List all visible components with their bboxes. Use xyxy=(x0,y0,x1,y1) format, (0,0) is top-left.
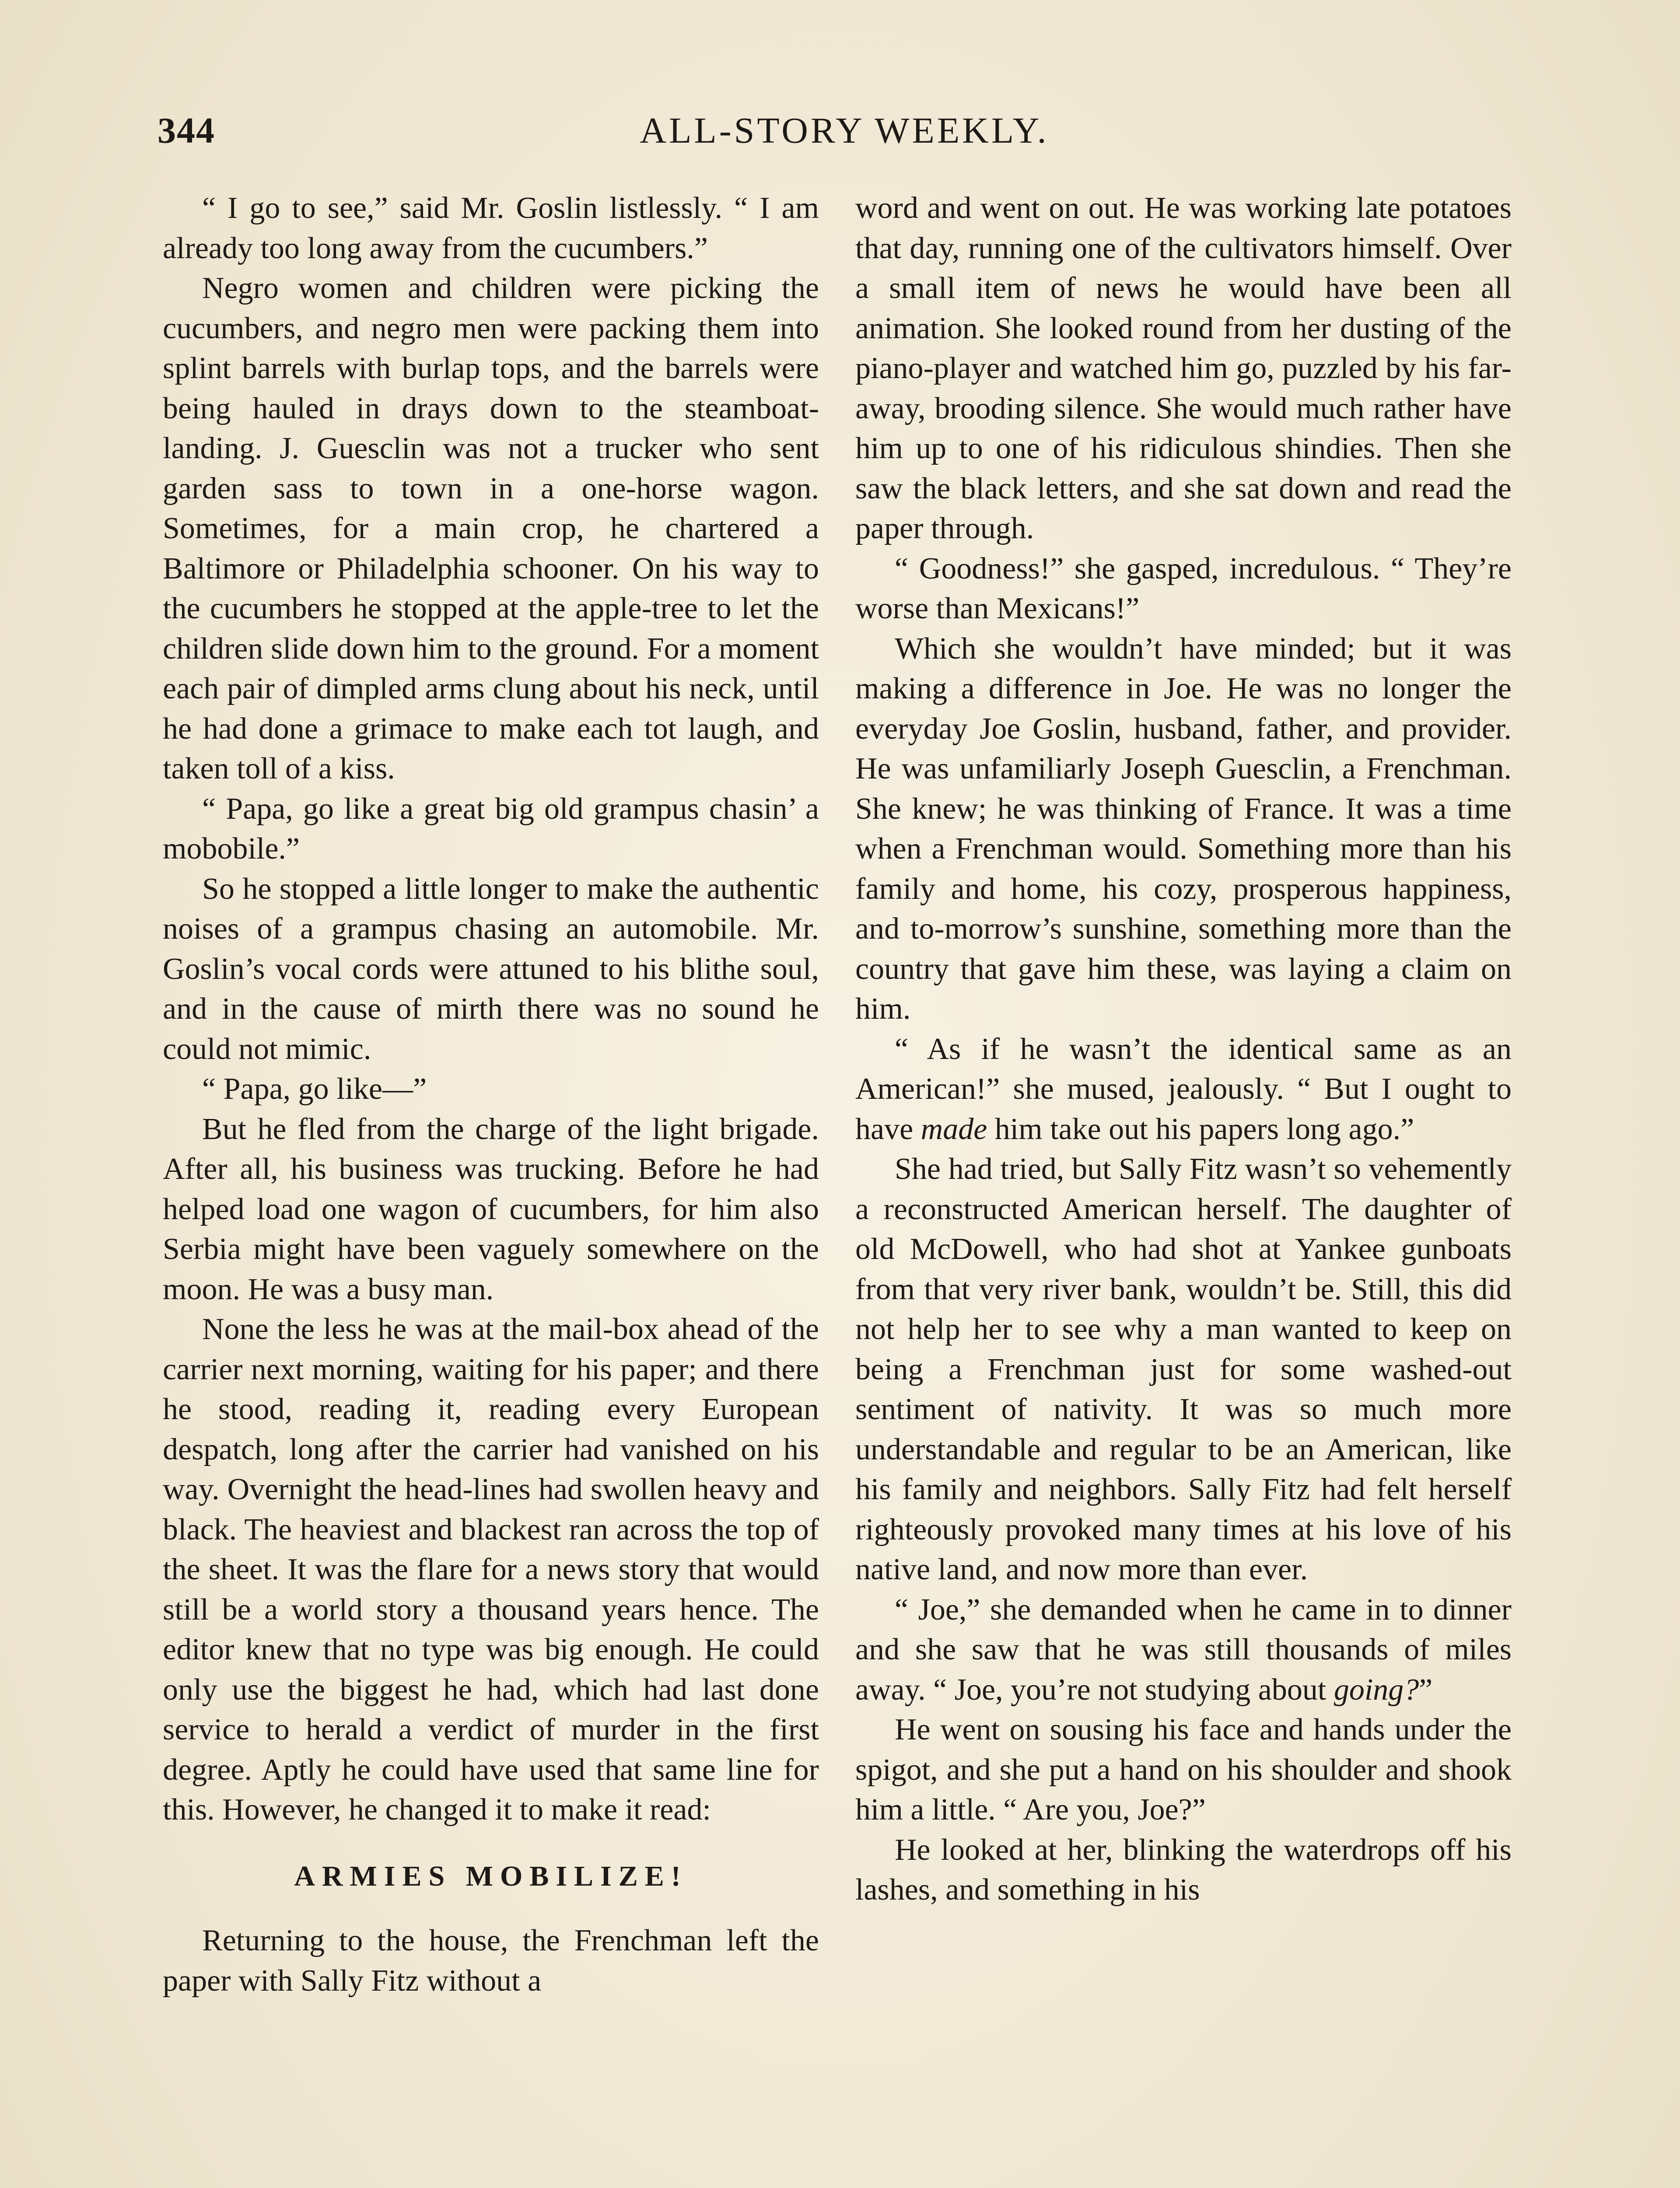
paragraph: “ I go to see,” said Mr. Goslin listlessly. “ I am already too long away from the cucumbers.” xyxy=(163,191,819,265)
paragraph: “ Papa, go like a great big old grampus chasin’ a mobobile.” xyxy=(163,792,819,866)
paragraph: Negro women and children were picking the cucumbers, and negro men were packing them into splint barrels with burlap tops, and the barrels were being hauled in drays down to the steamboat-landing. J. Guesclin was not a trucker who sent garden sass to town in a one-horse wagon. Sometimes, for a main crop, he chartered a Baltimore or Philadelphia schooner. On his way to the cucumbers he stopped at the apple-tree to let the children slide down him to the ground. For a moment each pair of dimpled arms clung about his neck, until he had done a grimace to make each tot laugh, and taken toll of a kiss. xyxy=(163,271,819,785)
text-run: him take out his papers long ago.” xyxy=(987,1112,1414,1146)
paragraph: But he fled from the charge of the light brigade. After all, his business was trucking. Before he had helped load one wagon of cucumbers, for him also Serbia might have been vaguely somewhere on the moon. He was a busy man. xyxy=(163,1112,819,1306)
paragraph: None the less he was at the mail-box ahead of the carrier next morning, waiting for his paper; and there he stood, reading it, reading every European despatch, long after the carrier had vanished on his way. Overnight the head-lines had swollen heavy and black. The heaviest and blackest ran across the top of the sheet. It was the flare for a news story that would still be a world story a thousand years hence. The editor knew that no type was big enough. He could only use the biggest he had, which had last done service to herald a verdict of murder in the first degree. Aptly he could have used that same line for this. However, he changed it to make it read: xyxy=(163,1312,819,1827)
italic-word: going? xyxy=(1334,1673,1419,1707)
text-run: “ Joe,” she demanded when he came in to dinner and she saw that he was still thousands of miles away. “ Joe, you’re not studying about xyxy=(855,1592,1512,1707)
paragraph: He looked at her, blinking the waterdrops off his lashes, and something in his xyxy=(855,1833,1512,1907)
paragraph: He went on sousing his face and hands under the spigot, and she put a hand on his shoulder and shook him a little. “ Are you, Joe?” xyxy=(855,1713,1512,1827)
paragraph xyxy=(855,1029,1512,1150)
paragraph: She had tried, but Sally Fitz wasn’t so vehemently a reconstructed American herself. The daughter of old McDowell, who had shot at Yankee gunboats from that very river bank, wouldn’t be. Still, this did not help her to see why a man wanted to keep on being a Frenchman just for some washed-out sentiment of nativity. It was so much more understandable and regular to be an American, like his family and neighbors. Sally Fitz had felt herself righteously provoked many times at his love of his native land, and now more than ever. xyxy=(855,1152,1512,1586)
left-column xyxy=(163,188,819,2001)
page-number: 344 xyxy=(158,110,215,151)
paragraph xyxy=(855,1590,1512,1710)
newspaper-headline: ARMIES MOBILIZE! xyxy=(294,1860,688,1892)
paragraph: Returning to the house, the Frenchman left the paper with Sally Fitz without a xyxy=(163,1924,819,1998)
paragraph: “ Goodness!” she gasped, incredulous. “ They’re worse than Mexicans!” xyxy=(855,551,1512,625)
paragraph: “ Papa, go like—” xyxy=(202,1072,427,1106)
paragraph: Which she wouldn’t have minded; but it was making a difference in Joe. He was no longer the everyday Joe Goslin, husband, father, and provider. He was unfamiliarly Joseph Guesclin, a Frenchman. She knew; he was thinking of France. It was a time when a Frenchman would. Something more than his family and home, his cozy, prosperous happiness, and to-morrow’s sunshine, something more than the country that gave him these, was laying a claim on him. xyxy=(855,631,1512,1026)
right-column xyxy=(855,188,1512,1910)
text-run: ” xyxy=(1419,1673,1433,1707)
text-run: “ As if he wasn’t the identical same as an American!” she mused, jealously. “ But I ought to have xyxy=(855,1032,1512,1146)
italic-word: made xyxy=(920,1112,987,1146)
running-head: ALL-STORY WEEKLY. xyxy=(640,110,1049,151)
paragraph: So he stopped a little longer to make the authentic noises of a grampus chasing an automobile. Mr. Goslin’s vocal cords were attuned to his blithe soul, and in the cause of mirth there was no sound he could not mimic. xyxy=(163,872,819,1066)
page-header xyxy=(158,109,1531,162)
paragraph: word and went on out. He was working late potatoes that day, running one of the cultivators himself. Over a small item of news he would have been all animation. She looked round from her dusting of the piano-player and watched him go, puzzled by his far-away, brooding silence. She would much rather have him up to one of his ridiculous shindies. Then she saw the black letters, and she sat down and read the paper through. xyxy=(855,191,1512,545)
